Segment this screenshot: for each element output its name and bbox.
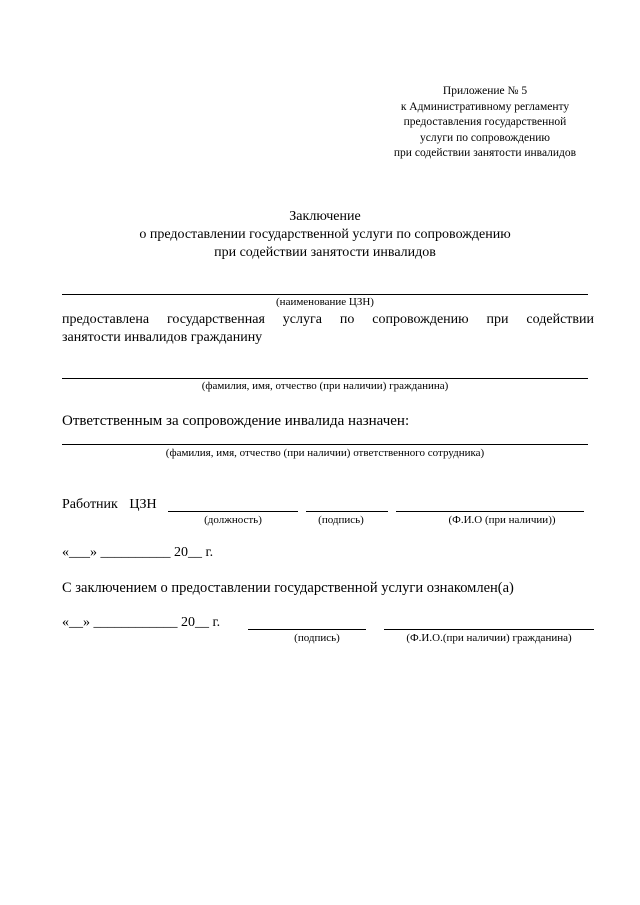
document-title: [60, 208, 590, 262]
worker-signature-line[interactable]: [306, 511, 388, 512]
title-line: при содействии занятости инвалидов: [214, 245, 436, 260]
appendix-line: предоставления государственной: [403, 116, 567, 128]
czn-caption: (наименование ЦЗН): [276, 296, 374, 308]
appendix-line: услуги по сопровождению: [420, 131, 550, 144]
employee-name-line[interactable]: [62, 444, 588, 445]
title-line: о предоставлении государственной услуги по сопровождению: [139, 227, 511, 242]
date-field-2[interactable]: «__» ____________ 20__ г.: [62, 615, 221, 630]
citizen-caption: (фамилия, имя, отчество (при наличии) гражданина): [201, 380, 449, 392]
citizen-signature-line[interactable]: [248, 629, 366, 630]
worker-signature-caption: (подпись): [318, 514, 364, 526]
citizen-name-sign-caption: (Ф.И.О.(при наличии) гражданина): [406, 632, 572, 644]
responsible-text: Ответственным за сопровождение инвалида назначен:: [62, 413, 410, 429]
employee-caption: (фамилия, имя, отчество (при наличии) ответственного сотрудника): [165, 447, 485, 459]
appendix-line: к Административному регламенту: [400, 100, 570, 113]
appendix-line: при содействии занятости инвалидов: [393, 147, 577, 159]
citizen-name-sign-line[interactable]: [384, 629, 594, 630]
worker-position-line[interactable]: [168, 511, 298, 512]
czn-name-line[interactable]: [62, 294, 588, 295]
service-text-line1: предоставлена государственная услуга по сопровождению при содействии: [62, 312, 594, 327]
worker-name-line[interactable]: [396, 511, 584, 512]
citizen-name-line[interactable]: [62, 378, 588, 379]
worker-name-caption: (Ф.И.О (при наличии)): [448, 514, 556, 526]
worker-label: Работник ЦЗН: [62, 497, 157, 512]
service-text-line2: занятости инвалидов гражданину: [62, 330, 263, 345]
citizen-signature-caption: (подпись): [294, 632, 340, 644]
date-field-1[interactable]: «___» __________ 20__ г.: [62, 545, 214, 560]
title-line: Заключение: [289, 209, 361, 224]
appendix-header: [370, 84, 600, 162]
appendix-line: Приложение № 5: [442, 85, 528, 97]
worker-position-caption: (должность): [204, 514, 262, 526]
acquainted-text: С заключением о предоставлении государственной услуги ознакомлен(а): [62, 580, 514, 596]
